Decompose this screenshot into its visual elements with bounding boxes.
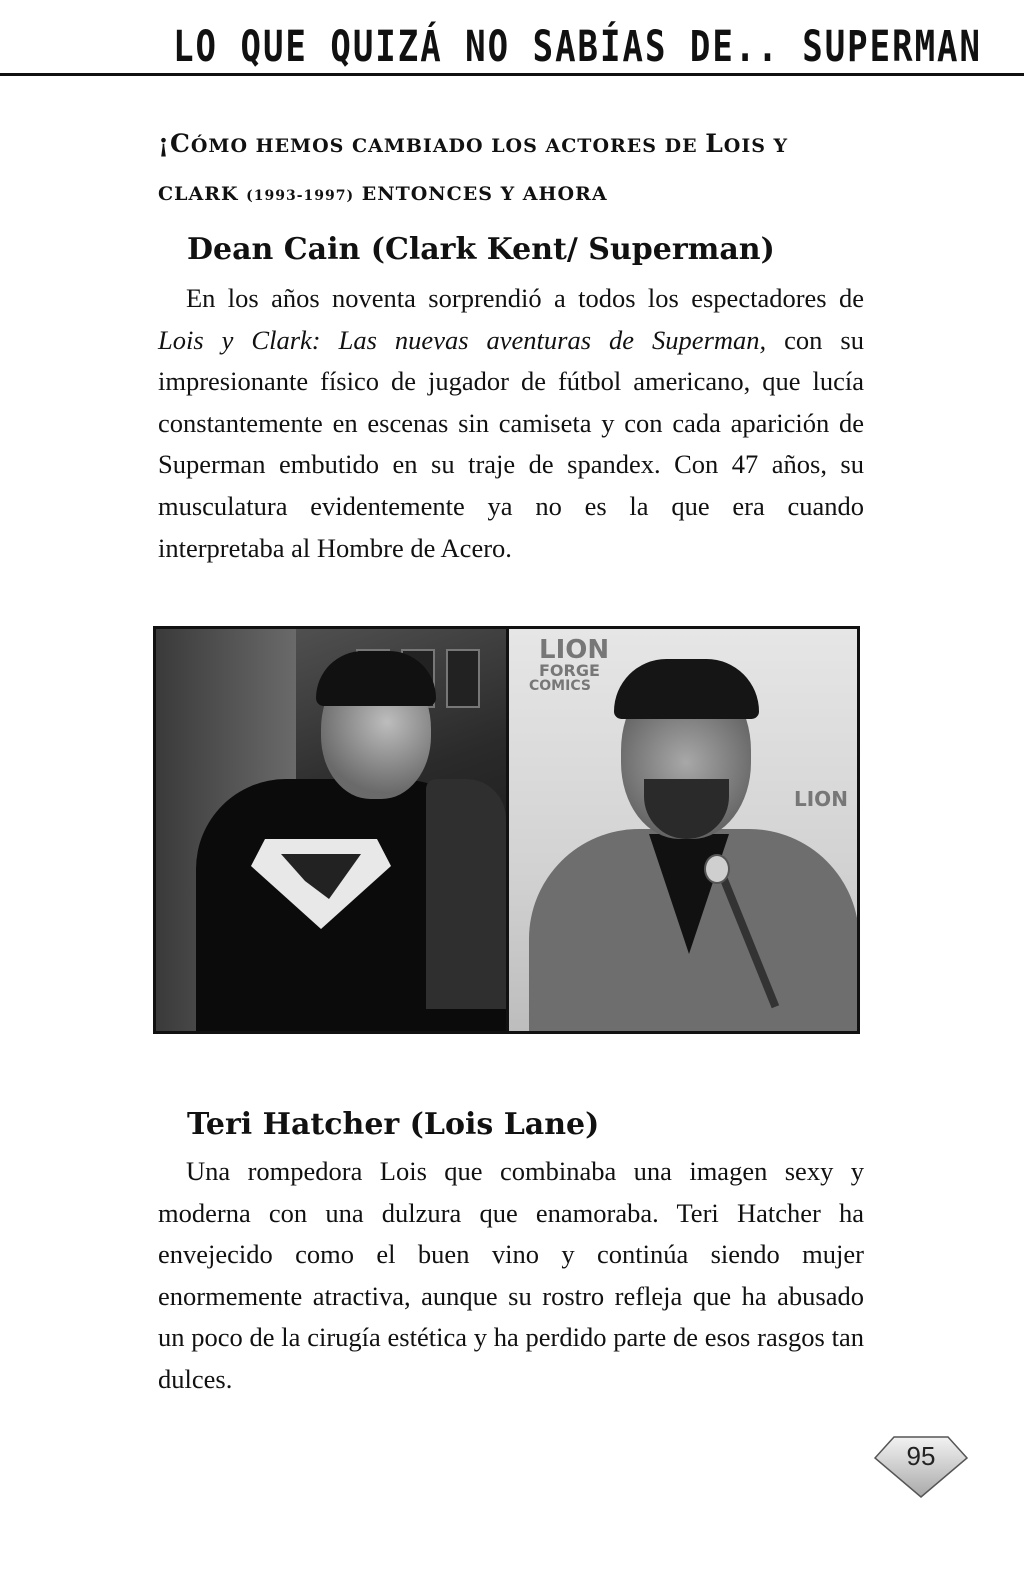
- photo-then: [156, 629, 506, 1031]
- section-title-years: (1993-1997): [246, 188, 355, 204]
- section-title-cap: ¡C: [158, 129, 191, 158]
- section-title-cap2: L: [705, 129, 724, 158]
- article-text-part: con su impresionante físico de jugador de fútbol americano, que lucía constantemente en escenas sin camiseta y con cada aparición de Superman embutido en su traje de spandex. Con 47 años, su musculatura evidentemente ya no es la que era cuando interpretaba al Hombre de Acero.: [158, 324, 864, 563]
- page-number: 95: [906, 1441, 936, 1471]
- section-title-line2-end: ENTONCES Y AHORA: [354, 183, 608, 205]
- section-title: [158, 120, 878, 220]
- photo-window: [446, 649, 480, 708]
- header-rule: [0, 73, 1024, 76]
- logo-line2: FORGE: [539, 661, 600, 680]
- article-text-italic: Lois y Clark: Las nuevas aventuras de Superman,: [158, 324, 767, 355]
- logo-line1-repeat: LION: [794, 787, 848, 811]
- article-text-dean-cain: [158, 278, 864, 569]
- photo-now: [509, 629, 857, 1031]
- logo-line3: COMICS: [529, 678, 591, 694]
- section-title-part: ÓMO HEMOS CAMBIADO LOS ACTORES DE: [190, 135, 706, 157]
- photo-comparison: [153, 626, 860, 1034]
- article-heading-teri-hatcher: Teri Hatcher (Lois Lane): [187, 1107, 600, 1142]
- article-text-teri-hatcher: Una rompedora Lois que combinaba una imagen sexy y moderna con una dulzura que enamoraba. Teri Hatcher ha envejecido como el buen vino y continúa siendo mujer enormemente atractiva, aunque su rostro refleja que ha abusado un poco de la cirugía estética y ha perdido parte de esos rasgos tan dulces.: [158, 1156, 864, 1394]
- logo-line1: LION: [539, 635, 610, 665]
- section-title-part2: OIS Y: [723, 135, 789, 157]
- article-text-part: En los años noventa sorprendió a todos los espectadores de: [186, 283, 864, 313]
- photo-actor-hair: [614, 659, 759, 719]
- article-heading-dean-cain: Dean Cain (Clark Kent/ Superman): [187, 232, 775, 267]
- header-title: LO QUE QUIZÁ NO SABÍAS DE.. SUPERMAN: [173, 22, 982, 72]
- microphone-icon: [704, 854, 730, 884]
- photo-superman-cape: [426, 779, 506, 1009]
- section-title-line2-start: CLARK: [158, 183, 247, 205]
